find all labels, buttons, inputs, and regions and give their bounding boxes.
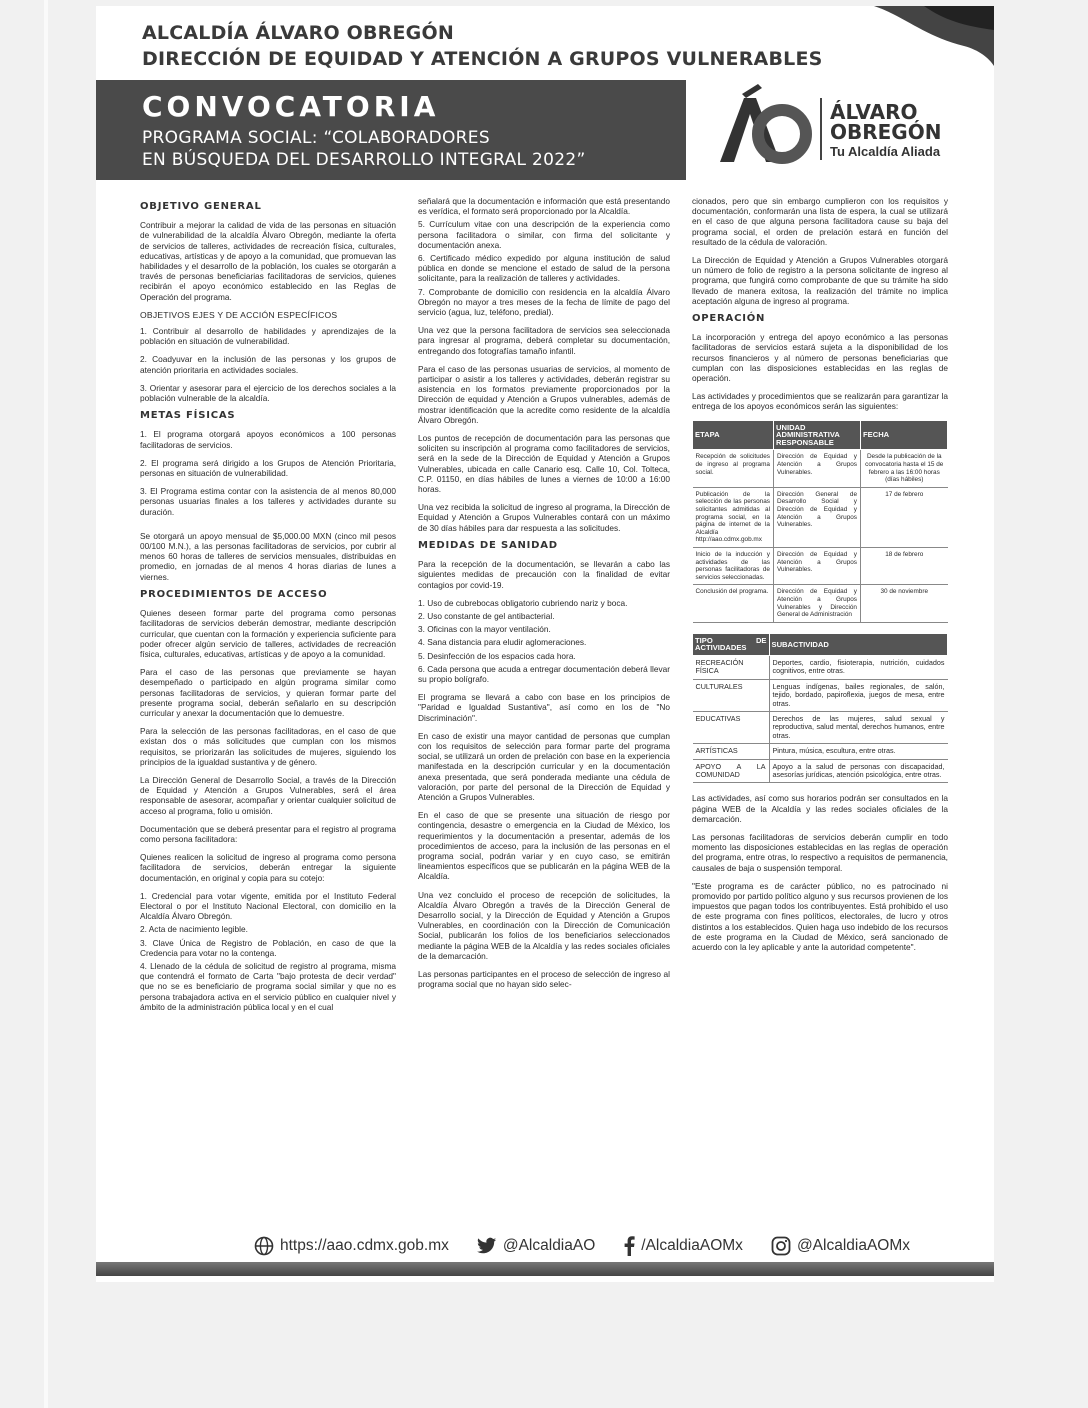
list-item: 3. Orientar y asesorar para el ejercicio de los derechos sociales a la población vulnerable de la alcaldía. [140,382,396,404]
footer-instagram-handle: @AlcaldiaAOMx [796,1237,911,1254]
heading-metas-fisicas: METAS FÍSICAS [140,410,236,422]
list-item: 2. Acta de nacimiento legible. [140,924,248,935]
logo-name-1: ÁLVARO [830,100,918,124]
table-cell: Dirección General de Desarrollo Social y Dirección de Equidad y Atención a Grupos Vulnerables. [774,487,861,547]
heading-medidas-sanidad: MEDIDAS DE SANIDAD [418,539,558,551]
banner-subtitle-1: PROGRAMA SOCIAL: “COLABORADORES [142,128,490,148]
list-item: 1. El programa otorgará apoyos económicos a 100 personas facilitadoras de servicios. [140,429,396,450]
table-header: UNIDAD ADMINISTRATIVA RESPONSABLE [774,420,861,450]
alcaldia-logo-icon [712,84,812,166]
table-cell: Publicación de la selección de las personas solicitantes admitidas al programa social, en la página de internet de la Alcaldía http://aao.cdmx.gob.mx [693,487,774,547]
page-bottom-bar [96,1262,994,1276]
paragraph: señalará que la documentación e información que está presentando es verídica, el formato será proporcionado por la Alcaldía. [418,196,670,217]
table-cell: Inicio de la inducción y actividades de las personas facilitadoras de servicios seleccionadas. [693,547,774,584]
paragraph: "Este programa es de carácter público, no es patrocinado ni promovido por partido político alguno y sus recursos provienen de los impuestos que pagan todos los contribuyentes. Está prohibido el uso de este programa con fines políticos, electorales, de lucro y otros distintos a los establecidos. Quien haga uso indebido de los recursos de este programa en la Ciudad de México, será sancionado de acuerdo con la ley aplicable y ante la autoridad competente". [692,880,948,953]
list-item: 5. Currículum vitae con una descripción de la experiencia como persona facilitadora o similar, con firma del solicitante y documentación anexa. [418,219,670,250]
paragraph: Las actividades, así como sus horarios podrán ser consultados en la página WEB de la Alcaldía y las redes sociales oficiales de la demarcación. [692,793,948,824]
list-item: 4. Sana distancia para eludir aglomeraciones. [418,637,587,648]
table-cell: RECREACIÓN FÍSICA [693,655,770,679]
paragraph: Para la recepción de la documentación, se llevarán a cabo las siguientes medidas de precaución con la finalidad de evitar contagios por covid-19. [418,559,670,590]
paragraph: En caso de existir una mayor cantidad de personas que cumplan con los requisitos de selección para formar parte del programa social, se utilizará un orden de prelación con base en la experiencia manifestada en la descripción curricular y en la documentación anexa presentada, que será ponderada mediante una cédula de valoración, por parte del personal de la Dirección de Equidad y Atención a Grupos Vulnerables. [418,730,670,802]
etapas-table [692,420,948,623]
list-item: 6. Certificado médico expedido por alguna institución de salud pública en donde se mencione el estado de salud de la persona solicitante, para la realización de talleres y actividades. [418,253,670,284]
table-header: FECHA [861,420,948,450]
table-cell: Recepción de solicitudes de ingreso al programa social. [693,450,774,487]
table-cell: Desde la publicación de la convocatoria hasta el 15 de febrero a las 16:00 horas (días hábiles) [861,450,948,487]
paragraph: Documentación que se deberá presentar para el registro al programa como persona facilitadora: [140,823,396,844]
table-row [693,744,948,759]
logo-name-2: OBREGÓN [830,120,942,144]
column-2 [418,196,670,997]
footer-web[interactable] [254,1236,449,1256]
table-cell: Derechos de las mujeres, salud sexual y reproductiva, salud mental, derechos humanos, entre otras. [769,711,948,743]
list-item: 2. Coadyuvar en la inclusión de las personas y los grupos de atención prioritaria en actividades sociales. [140,354,396,375]
title-banner [96,80,686,180]
twitter-icon [477,1237,497,1255]
list-item: 6. Cada persona que acuda a entregar documentación deberá llevar su propio bolígrafo. [418,663,670,684]
footer-facebook-handle: /AlcaldiaAOMx [641,1237,743,1254]
table-row [693,679,948,711]
decorative-swirl [814,6,994,76]
paragraph: La Dirección de Equidad y Atención a Grupos Vulnerables otorgará un número de folio de registro a la persona solicitante de ingreso al programa, que fungirá como comprobante de que su trámite ha sido llevado de manera exitosa, la realización del trámite no implica aceptación alguna de ingreso al programa. [692,255,948,306]
social-footer [254,1234,974,1258]
heading-operacion: OPERACIÓN [692,313,766,325]
list-item: 7. Comprobante de domicilio con residencia en la alcaldía Álvaro Obregón no mayor a tres meses de la fecha de límite de pago del servicio (agua, luz, teléfono, predial). [418,286,670,318]
paragraph: Quienes deseen formar parte del programa como personas facilitadoras de servicios deberán demostrar, mediante descripción curricular, que cuentan con la formación y experiencia suficiente para poder ofrecer algún servicio de talleres, actividades de recreación física, culturales, educativas, artísticas y de apoyo a la comunidad. [140,608,396,659]
table-cell: Deportes, cardio, fisioterapia, nutrición, cuidados cognitivos, entre otras. [769,655,948,679]
list-item: 3. Clave Única de Registro de Población, en caso de que la Credencia para votar no la contenga. [140,937,396,958]
table-cell: Lenguas indígenas, bailes regionales, de salón, tejido, bordado, papiroflexia, juegos de mesa, entre otras. [769,679,948,711]
paragraph: Para el caso de las personas usuarias de servicios, al momento de participar o asistir a los talleres y actividades, deberán registrar su asistencia en los formatos previamente proporcionados por la Dirección de equidad y Atención a Grupos vulnerables, además de mostrar identificación que la acredite como residente de la alcaldía Álvaro Obregón. [418,363,670,425]
column-3 [692,196,948,960]
table-row [693,450,948,487]
heading-procedimientos: PROCEDIMIENTOS DE ACCESO [140,588,328,600]
logo-tagline: Tu Alcaldía Aliada [830,144,941,159]
table-header: TIPO DE ACTIVIDADES [693,633,770,655]
table-cell: Dirección de Equidad y Atención a Grupos Vulnerables. [774,450,861,487]
list-item: 4. Llenado de la cédula de solicitud de registro al programa, misma que contendrá el formato de Carta "bajo protesta de decir verdad" que no se es beneficiario de programa social similar y que no es persona trabajadora activa en el servicio público en cualquier nivel y ámbito de la administración pública local y en el cual [140,960,396,1012]
table-row [693,655,948,679]
paragraph: Las actividades y procedimientos que se realizarán para garantizar la entrega de los apoyos económicos serán las siguientes: [692,391,948,412]
paragraph: El programa se llevará a cabo con base en los principios de "Paridad e Igualdad Sustantiva", así como en los de "No Discriminación". [418,692,670,723]
table-row [693,547,948,584]
header-alcaldia: ALCALDÍA ÁLVARO OBREGÓN [142,22,454,44]
facebook-icon [623,1236,635,1256]
paragraph: Una vez concluido el proceso de recepción de solicitudes, la Alcaldía Álvaro Obregón a través de la Dirección General de Desarrollo social, y la Dirección de Equidad y Atención a Grupos Vulnerables, en coordinación con la Dirección de Comunicación Social, publicarán los folios de los beneficiarios seleccionados mediante la página WEB de la Alcaldía y las redes sociales oficiales de la demarcación. [418,889,670,961]
footer-twitter[interactable] [477,1237,595,1255]
table-header: ETAPA [693,420,774,450]
banner-subtitle-2: EN BÚSQUEDA DEL DESARROLLO INTEGRAL 2022” [142,150,586,170]
list-item: 1. Uso de cubrebocas obligatorio cubriendo nariz y boca. [418,597,628,608]
paragraph-apoyo: Se otorgará un apoyo mensual de $5,000.00 MXN (cinco mil pesos 00/100 M.N.), a las personas facilitadoras de servicios, por cubrir al menos 60 horas de talleres de servicios mensuales, distribuidas en promedio, en jornadas de al menos 4 horas diarias de lunes a viernes. [140,530,396,582]
table-cell: Dirección de Equidad y Atención a Grupos Vulnerables y Dirección General de Administración [774,585,861,622]
table-cell: Pintura, música, escultura, entre otras. [769,744,948,759]
paragraph: Las personas facilitadoras de servicios deberán cumplir en todo momento las disposiciones establecidas en las reglas de operación del programa, entre otras, lo respectivo a requisitos de permanencia, causales de baja o suspensión temporal. [692,831,948,873]
instagram-icon [771,1236,791,1256]
footer-facebook[interactable] [623,1236,743,1256]
list-item: 1. Contribuir al desarrollo de habilidades y aprendizajes de la población en situación de vulnerabilidad. [140,326,396,347]
list-item: 2. El programa será dirigido a los Grupos de Atención Prioritaria, personas en situación de vulnerabilidad. [140,457,396,479]
left-gutter [44,0,48,1408]
table-cell: EDUCATIVAS [693,711,770,743]
table-row [693,585,948,622]
paragraph: Quienes realicen la solicitud de ingreso al programa como persona facilitadora de servicios, deberán entregar la siguiente documentación, en original y copia para su cotejo: [140,852,396,883]
list-item: 1. Credencial para votar vigente, emitida por el Instituto Federal Electoral o por el Instituto Nacional Electoral, con domicilio en la Alcaldía Álvaro Obregón. [140,890,396,922]
paragraph: La Dirección General de Desarrollo Social, a través de la Dirección de Equidad y Atención a Grupos Vulnerables, será el área responsable de asesorar, acompañar y orientar cualquier solicitud de acceso al programa, folio u omisión. [140,774,396,816]
table-cell: Conclusión del programa. [693,585,774,622]
logo-text [830,102,941,159]
paragraph: Una vez que la persona facilitadora de servicios sea seleccionada para ingresar al programa, deberá completar su documentación, entregando dos fotografías tamaño infantil. [418,325,670,356]
footer-web-url: https://aao.cdmx.gob.mx [280,1237,449,1254]
table-cell: 17 de febrero [861,487,948,547]
table-header: SUBACTIVIDAD [769,633,948,655]
table-cell: APOYO A LA COMUNIDAD [693,759,770,783]
logo-divider [820,98,822,160]
footer-twitter-handle: @AlcaldiaAO [502,1237,596,1254]
list-item: 3. Oficinas con la mayor ventilación. [418,624,551,635]
table-row [693,487,948,547]
paragraph-objetivo: Contribuir a mejorar la calidad de vida de las personas en situación de vulnerabilidad de la alcaldía Álvaro Obregón, mediante la oferta de servicios de talleres, actividades de recreación física, culturales, educativas, artísticas y de apoyo a la comunidad, que promuevan las habilidades y el desarrollo de la población, los cuales se otorgarán a través de personas beneficiarias facilitadoras de servicios, quienes recibirán el apoyo económico establecido en las Reglas de Operación del programa. [140,220,396,302]
list-item: 3. El Programa estima contar con la asistencia de al menos 80,000 personas usuarias finales a los talleres y actividades durante su duración. [140,486,396,517]
paragraph: En el caso de que se presente una situación de riesgo por contingencia, desastre o emergencia en la Ciudad de México, los requerimientos y la documentación a presentar, además de los procedimientos de acceso, para la inclusión de las personas en el programa social, podrán variar y en cuyo caso, se emitirán lineamientos específicos que se publicarán en la página WEB de la Alcaldía. [418,810,670,882]
footer-instagram[interactable] [771,1236,910,1256]
table-row [693,711,948,743]
table-cell: CULTURALES [693,679,770,711]
banner-title: CONVOCATORIA [142,90,440,123]
paragraph: Las personas participantes en el proceso de selección de ingreso al programa social que no hayan sido selec- [418,969,670,990]
table-cell: Dirección de Equidad y Atención a Grupos Vulnerables. [774,547,861,584]
globe-icon [254,1236,274,1256]
paragraph: Para la selección de las personas facilitadoras, en el caso de que existan dos o más solicitudes que cumplan con los mismos requisitos, se priorizarán las solicitudes de mujeres, siguiendo los principios de la igualdad sustantiva y de género. [140,726,396,767]
paragraph: Los puntos de recepción de documentación para las personas que soliciten su inscripción al programa como facilitadores de servicios, será en la sede de la Dirección de Equidad y Atención a Grupos Vulnerables, ubicada en calle Canario esq. Calle 10, Col. Tolteca, C.P. 01150, en días hábiles de lunes a viernes de 10:00 a 16:00 horas. [418,433,670,495]
column-1 [140,196,396,1020]
paragraph: Para el caso de las personas que previamente se hayan desempeñado o participado en algún programa similar como personas facilitadoras de servicios, y quieran formar parte del presente programa social, deberán señalarlo en su descripción curricular y anexar la documentación que lo demuestre. [140,667,396,718]
table-cell: 30 de noviembre [861,585,948,622]
paragraph: La incorporación y entrega del apoyo económico a las personas facilitadoras de servicios estará sujeta a la disponibilidad de los recursos financieros y al número de personas beneficiarias que cumplan con las disposiciones establecidas en las reglas de operación. [692,332,948,384]
heading-objetivo-general: OBJETIVO GENERAL [140,201,262,212]
table-cell: Apoyo a la salud de personas con discapacidad, asesorías jurídicas, atención psicológica, entre otras. [769,759,948,783]
table-row [693,759,948,783]
table-cell: ARTÍSTICAS [693,744,770,759]
list-item: 2. Uso constante de gel antibacterial. [418,610,555,621]
heading-objetivos-especificos: OBJETIVOS EJES Y DE ACCIÓN ESPECÍFICOS [140,309,338,320]
convocatoria-page [96,6,994,1282]
actividades-table [692,633,948,784]
table-cell: 18 de febrero [861,547,948,584]
list-item: 5. Desinfección de los espacios cada hora. [418,650,576,661]
paragraph: Una vez recibida la solicitud de ingreso al programa, la Dirección de Equidad y Atención a Grupos Vulnerables contará con un máximo de 30 días hábiles para dar respuesta a las solicitudes. [418,502,670,533]
paragraph: cionados, pero que sin embargo cumplieron con los requisitos y documentación, conformarán una lista de espera, la cual se utilizará en el caso de que alguna persona facilitadora cause su baja del programa social, el orden de prelación estará en función del resultado de la cédula de valoración. [692,196,948,247]
header-direccion: DIRECCIÓN DE EQUIDAD Y ATENCIÓN A GRUPOS VULNERABLES [142,48,823,70]
